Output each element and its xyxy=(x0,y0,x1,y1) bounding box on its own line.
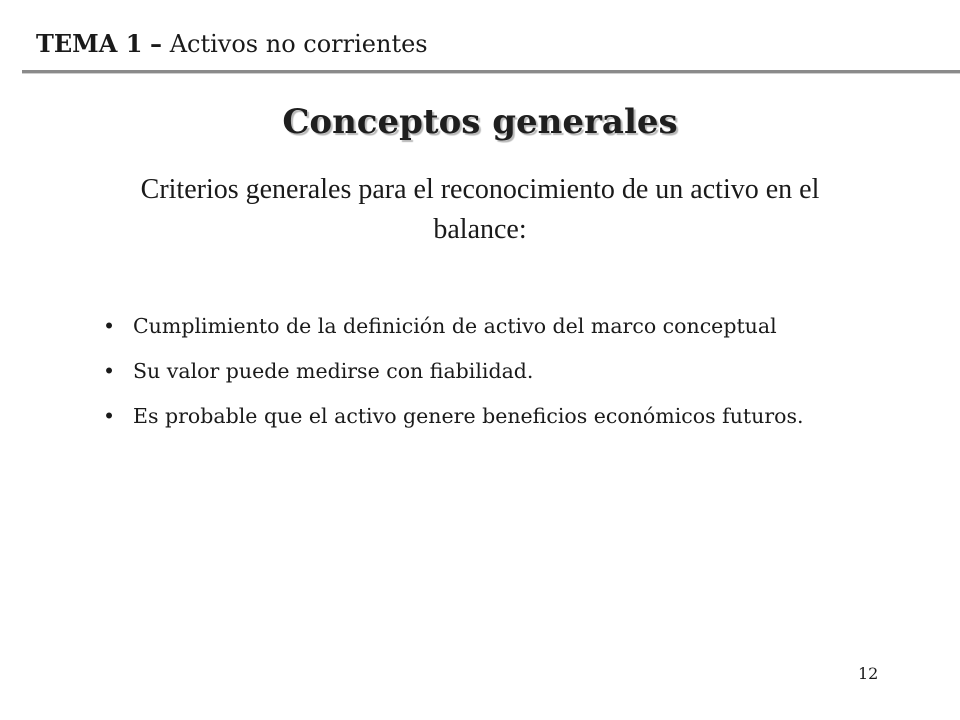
list-item xyxy=(100,355,820,388)
header-separator: – xyxy=(150,29,163,58)
page-number: 12 xyxy=(858,664,879,683)
slide-header xyxy=(36,30,428,59)
list-item xyxy=(100,310,820,343)
criteria-list xyxy=(100,310,820,445)
list-item-text: Su valor puede medirse con fiabilidad. xyxy=(133,359,534,383)
topic-title: Activos no corrientes xyxy=(169,30,428,58)
bullet-icon: • xyxy=(103,359,116,383)
header-divider-highlight xyxy=(22,73,960,74)
bullet-icon: • xyxy=(103,314,116,338)
list-item-text: Es probable que el activo genere beneficios económicos futuros. xyxy=(133,404,804,428)
list-item-text: Cumplimiento de la definición de activo del marco conceptual xyxy=(133,314,777,338)
slide-title: Conceptos generales xyxy=(282,102,678,142)
list-item xyxy=(100,400,820,433)
slide-subtitle: Criterios generales para el reconocimiento de un activo en el balance: xyxy=(140,174,820,245)
topic-label: TEMA 1 xyxy=(36,29,143,58)
bullet-icon: • xyxy=(103,404,116,428)
